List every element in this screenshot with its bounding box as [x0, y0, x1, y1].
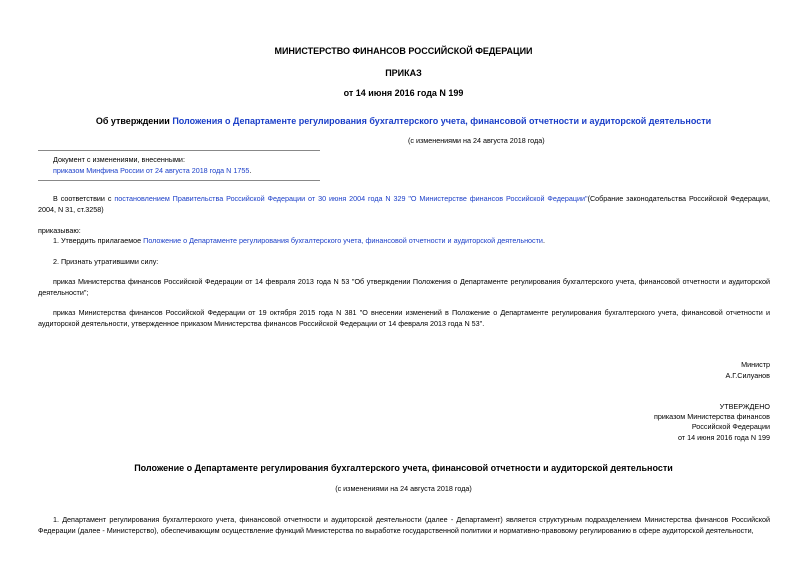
- preamble-prefix: В соответствии с: [53, 194, 112, 203]
- approved-line-2: Российской Федерации: [691, 422, 770, 431]
- order-date-number: от 14 июня 2016 года N 199: [343, 88, 464, 98]
- item-1-prefix: 1. Утвердить прилагаемое: [53, 236, 142, 245]
- amendment-order-link[interactable]: приказом Минфина России от 24 августа 2018 года N 1755: [53, 166, 250, 175]
- approved-line-1: приказом Министерства финансов: [653, 412, 770, 421]
- item-1-suffix: .: [542, 236, 545, 245]
- regulation-paragraph-1: 1. Департамент регулирования бухгалтерского учета, финансовой отчетности и аудиторской деятельности (далее - Департамент) является структурным подразделением Министерства финансов Российской Федерации (далее - Министерство), обеспечивающим осуществление функций Министерства по выработке государственной политики и нормативно-правовому регулированию в сфере аудиторской деятельности,: [38, 515, 770, 535]
- amendment-top-rule: [38, 150, 320, 151]
- regulation-title-link[interactable]: Положения о Департаменте регулирования бухгалтерского учета, финансовой отчетности и аудиторской деятельности: [172, 116, 712, 126]
- item-2: 2. Признать утратившими силу:: [53, 257, 159, 266]
- changes-note: (с изменениями на 24 августа 2018 года): [408, 136, 545, 145]
- signature-name: А.Г.Силуанов: [725, 371, 770, 380]
- regulation-link[interactable]: Положение о Департаменте регулирования бухгалтерского учета, финансовой отчетности и аудиторской деятельности: [143, 236, 543, 245]
- government-decree-link[interactable]: постановлением Правительства Российской Федерации от 30 июня 2004 года N 329 "О Министерстве финансов Российской Федерации": [114, 194, 588, 203]
- title-prefix: Об утверждении: [95, 116, 170, 126]
- amendment-bottom-rule: [38, 180, 320, 181]
- regulation-title: Положение о Департаменте регулирования бухгалтерского учета, финансовой отчетности и аудиторской деятельности: [134, 463, 673, 473]
- preamble-paragraph: [38, 193, 770, 215]
- amendment-suffix: .: [249, 166, 252, 175]
- signature-position: Министр: [741, 360, 770, 369]
- repeal-1: приказ Министерства финансов Российской Федерации от 14 февраля 2013 года N 53 "Об утверждении Положения о Департаменте регулирования бухгалтерского учета, финансовой отчетности и аудиторской деятельности";: [38, 277, 770, 297]
- approved-line-3: от 14 июня 2016 года N 199: [677, 433, 770, 442]
- ministry-heading: МИНИСТЕРСТВО ФИНАНСОВ РОССИЙСКОЙ ФЕДЕРАЦИИ: [274, 46, 533, 56]
- amendment-line: [53, 165, 251, 176]
- item-1: [53, 235, 545, 246]
- amendment-label: Документ с изменениями, внесенными:: [53, 155, 185, 164]
- approved-word: УТВЕРЖДЕНО: [719, 402, 770, 411]
- order-heading: ПРИКАЗ: [385, 68, 422, 78]
- regulation-changes-note: (с изменениями на 24 августа 2018 года): [335, 484, 472, 493]
- decree-word: приказываю:: [38, 226, 81, 235]
- document-title: [0, 116, 807, 126]
- repeal-2: приказ Министерства финансов Российской Федерации от 19 октября 2015 года N 381 "О внесении изменений в Положение о Департаменте регулирования бухгалтерского учета, финансовой отчетности и аудиторской деятельности, утвержденное приказом Министерства финансов Российской Федерации от 14 февраля 2013 года N 53".: [38, 308, 770, 328]
- preamble-suffix: (Собрание законодательства Российской Федерации, 2004, N 31, ст.3258): [38, 194, 771, 214]
